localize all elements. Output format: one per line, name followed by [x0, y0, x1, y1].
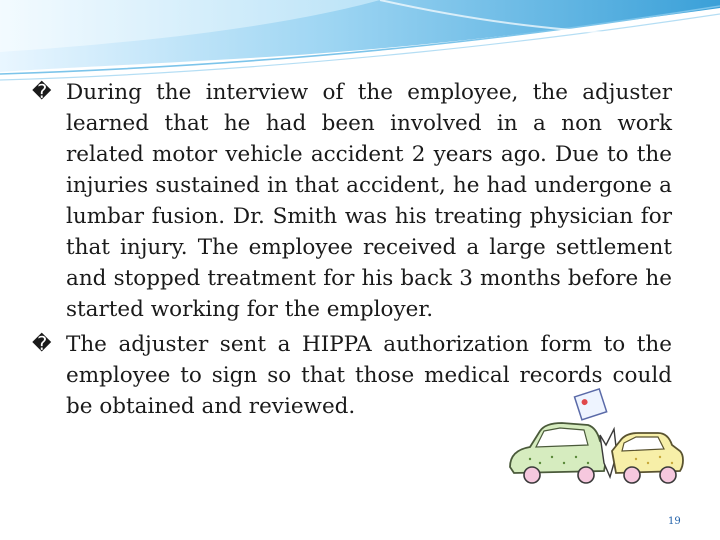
- bullet-marker-icon: �: [32, 81, 52, 103]
- slide-body: [32, 77, 672, 426]
- page-number: 19: [668, 516, 681, 527]
- bullet-marker-icon: �: [32, 333, 52, 355]
- bullet-item: [32, 77, 672, 325]
- car-crash-clipart-icon: [500, 385, 690, 495]
- bullet-text: The adjuster sent a HIPPA authorization form to the employee to sign so that those medical records could be obtained and reviewed.: [66, 332, 672, 419]
- bullet-text: During the interview of the employee, the adjuster learned that he had been involved in a non work related motor vehicle accident 2 years ago. Due to the injuries sustained in that accident, he had undergone a lumbar fusion. Dr. Smith was his treating physician for that injury. The employee received a large settlement and stopped treatment for his back 3 months before he started working for the employer.: [66, 80, 672, 322]
